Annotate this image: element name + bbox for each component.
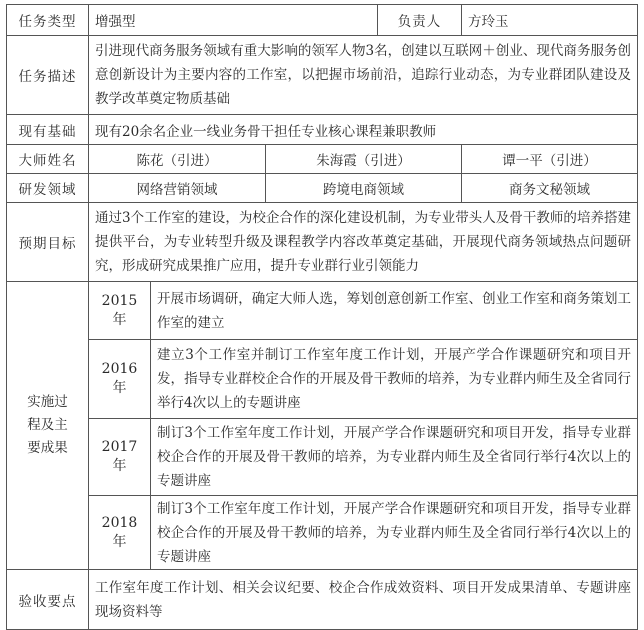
row-acceptance	[7, 570, 638, 630]
acceptance-label: 验收要点	[7, 570, 89, 630]
goals-label: 预期目标	[7, 203, 89, 282]
task-type-value: 增强型	[89, 5, 378, 36]
process-text: 建立3个工作室并制订工作室年度工作计划，开展产学合作课题研究和项目开发，指导专业群校企合作的开展及骨干教师的培养，为专业群内师生及全省同行举行4次以上的专题讲座	[151, 340, 638, 419]
process-text: 开展市场调研，确定大师人选，筹划创意创新工作室、创业工作室和商务策划工作室的建立	[151, 282, 638, 340]
process-label-line: 要成果	[27, 440, 68, 456]
row-task-desc	[7, 36, 638, 115]
row-masters	[7, 145, 638, 174]
owner-value: 方玲玉	[462, 5, 638, 36]
existing-text: 现有20余名企业一线业务骨干担任专业核心课程兼职教师	[89, 115, 638, 145]
acceptance-text: 工作室年度工作计划、相关会议纪要、校企合作成效资料、项目开发成果清单、专题讲座现场资料等	[89, 570, 638, 630]
process-year: 2016年	[89, 340, 151, 419]
process-text: 制订3个工作室年度工作计划，开展产学合作课题研究和项目开发，指导专业群校企合作的开展及骨干教师的培养，为专业群内师生及全省同行举行4次以上的专题讲座	[151, 419, 638, 496]
process-label	[7, 282, 89, 570]
master-name: 朱海霞（引进）	[266, 145, 462, 174]
task-desc-label: 任务描述	[7, 36, 89, 115]
master-name: 谭一平（引进）	[462, 145, 638, 174]
process-row	[7, 282, 638, 340]
row-fields	[7, 174, 638, 203]
process-label-line: 实施过	[27, 394, 68, 410]
row-task-type	[7, 5, 638, 36]
fields-label: 研发领域	[7, 174, 89, 203]
owner-label: 负责人	[378, 5, 462, 36]
process-row	[7, 419, 638, 496]
process-label-line: 程及主	[27, 417, 68, 433]
process-year: 2015年	[89, 282, 151, 340]
masters-label: 大师姓名	[7, 145, 89, 174]
master-name: 陈花（引进）	[89, 145, 266, 174]
process-text: 制订3个工作室年度工作计划，开展产学合作课题研究和项目开发，指导专业群校企合作的开展及骨干教师的培养，为专业群内师生及全省同行举行4次以上的专题讲座	[151, 496, 638, 570]
goals-text: 通过3个工作室的建设，为校企合作的深化建设机制，为专业带头人及骨干教师的培养搭建提供平台，为专业转型升级及课程教学内容改革奠定基础，开展现代商务领域热点问题研究，形成研究成果推广应用，提升专业群行业引领能力	[89, 203, 638, 282]
field-item: 跨境电商领域	[266, 174, 462, 203]
task-type-label: 任务类型	[7, 5, 89, 36]
process-row	[7, 340, 638, 419]
task-desc-text: 引进现代商务服务领域有重大影响的领军人物3名，创建以互联网＋创业、现代商务服务创意创新设计为主要内容的工作室，以把握市场前沿，追踪行业动态，为专业群团队建设及教学改革奠定物质基础	[89, 36, 638, 115]
existing-label: 现有基础	[7, 115, 89, 145]
field-item: 商务文秘领域	[462, 174, 638, 203]
process-row	[7, 496, 638, 570]
process-year: 2018年	[89, 496, 151, 570]
row-goals	[7, 203, 638, 282]
process-year: 2017年	[89, 419, 151, 496]
project-table	[6, 4, 638, 630]
row-existing	[7, 115, 638, 145]
field-item: 网络营销领域	[89, 174, 266, 203]
